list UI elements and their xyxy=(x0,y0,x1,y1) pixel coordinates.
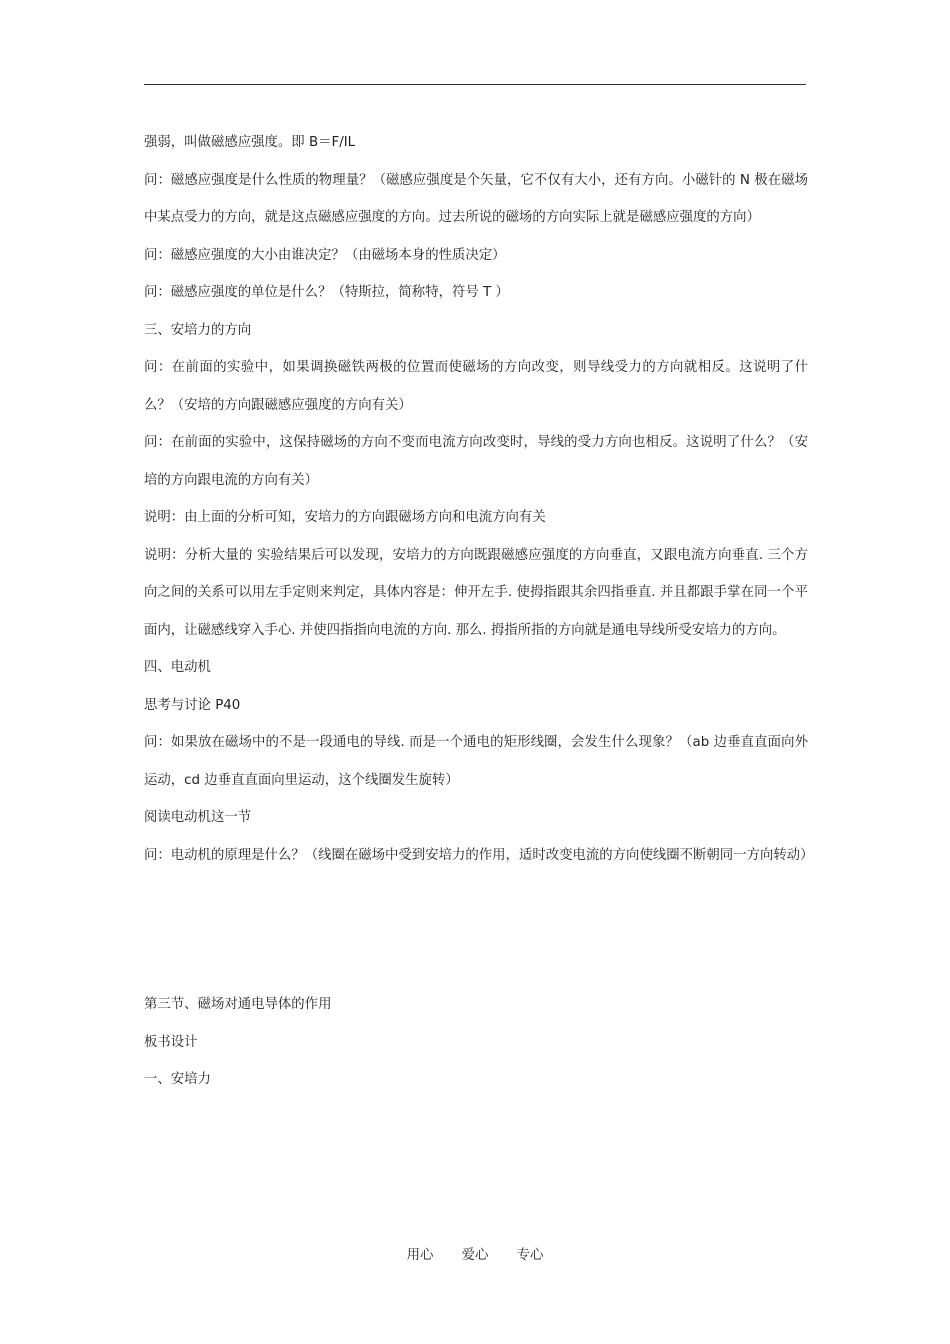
paragraph: 问：磁感应强度的单位是什么？（特斯拉，简称特，符号 T ） xyxy=(144,285,509,300)
subheading: 板书设计 xyxy=(144,1034,198,1050)
spacer xyxy=(144,874,808,986)
section-heading: 一、安培力 xyxy=(144,1072,211,1087)
paragraph: 强弱，叫做磁感应强度。即 B＝F/IL xyxy=(144,135,356,150)
paragraph: 问：磁感应强度是什么性质的物理量？（磁感应强度是个矢量，它不仅有大小，还有方向。小磁针的 N 极在磁场中某点受力的方向，就是这点磁感应强度的方向。过去所说的磁场的方向实际上就是磁感应强度的方向） xyxy=(144,172,808,225)
paragraph: 思考与讨论 P40 xyxy=(144,697,241,713)
section-title: 第三节、磁场对通电导体的作用 xyxy=(144,997,332,1012)
paragraph: 说明：由上面的分析可知，安培力的方向跟磁场方向和电流方向有关 xyxy=(144,510,546,525)
document-body xyxy=(144,124,814,1099)
page-footer xyxy=(0,1246,950,1266)
paragraph: 问：在前面的实验中，如果调换磁铁两极的位置而使磁场的方向改变，则导线受力的方向就相反。这说明了什么？（安培的方向跟磁感应强度的方向有关） xyxy=(144,360,808,413)
footer-text-middle: 爱心 xyxy=(461,1248,489,1263)
paragraph: 问：如果放在磁场中的不是一段通电的导线. 而是一个通电的矩形线圈，会发生什么现象？（ab 边垂直直面向外运动，cd 边垂直直面向里运动，这个线圈发生旋转） xyxy=(144,735,808,788)
paragraph: 说明：分析大量的 实验结果后可以发现，安培力的方向既跟磁感应强度的方向垂直，又跟电流方向垂直. 三个方向之间的关系可以用左手定则来判定，具体内容是：伸开左手. 使拇指跟其余四指垂直. 并且都跟手掌在同一个平面内，让磁感线穿入手心. 并使四指指向电流的方向. 那么. 拇指所指的方向就是通电导线所受安培力的方向。 xyxy=(144,547,808,638)
section-heading: 四、电动机 xyxy=(144,660,211,675)
section-heading: 三、安培力的方向 xyxy=(144,322,252,338)
footer-text-right: 专心 xyxy=(516,1248,544,1263)
header-rule xyxy=(144,84,806,85)
footer-text-left: 用心 xyxy=(406,1248,434,1263)
paragraph: 问：磁感应强度的大小由谁决定？（由磁场本身的性质决定） xyxy=(144,247,506,263)
paragraph: 问：电动机的原理是什么？（线圈在磁场中受到安培力的作用，适时改变电流的方向使线圈不断朝同一方向转动） xyxy=(144,847,814,863)
paragraph: 问：在前面的实验中，这保持磁场的方向不变而电流方向改变时，导线的受力方向也相反。这说明了什么？（安培的方向跟电流的方向有关） xyxy=(144,435,808,488)
paragraph: 阅读电动机这一节 xyxy=(144,810,252,825)
